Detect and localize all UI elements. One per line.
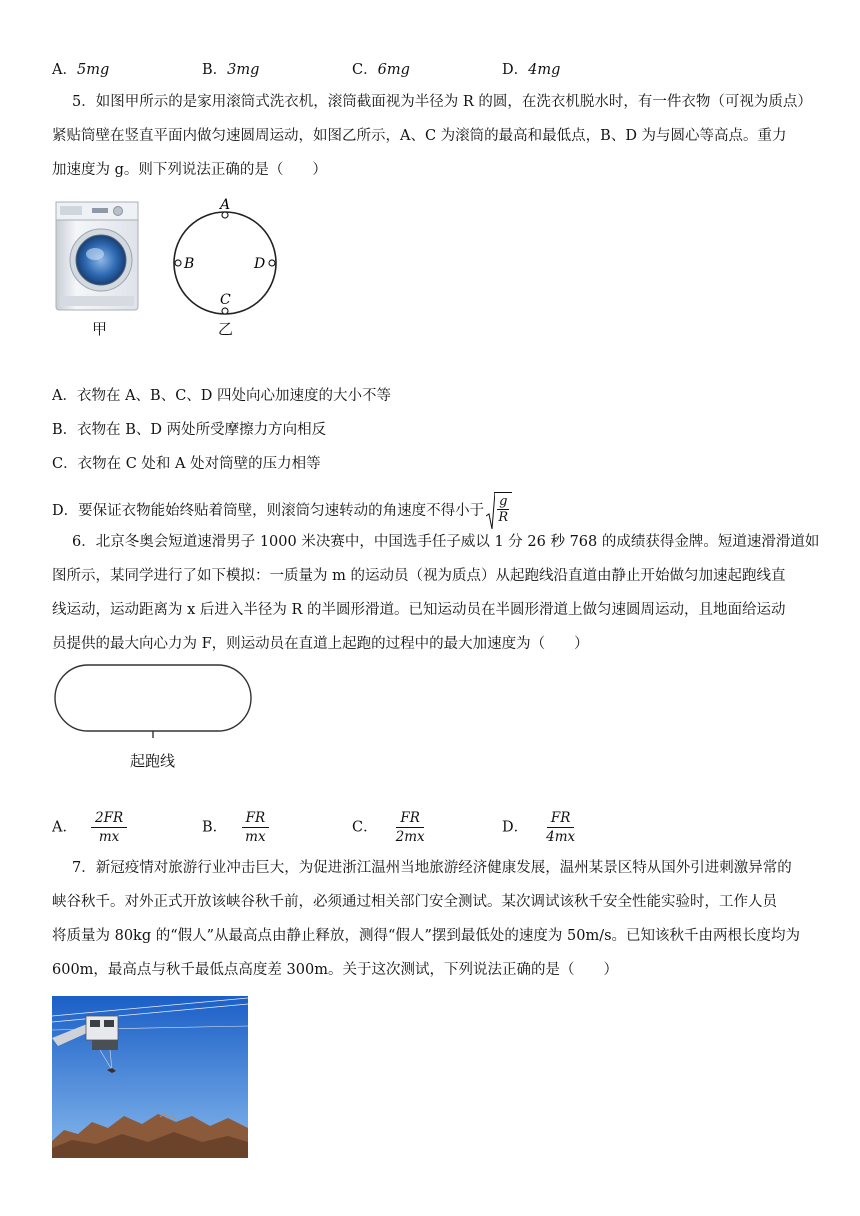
- point-b-marker: [175, 260, 181, 266]
- q6-option-d: D． $\frac{FR}{4mx}$: [502, 810, 576, 845]
- q5-option-c: C．衣物在 C 处和 A 处对筒壁的压力相等: [52, 456, 321, 472]
- q4-option-d: D．4mg: [502, 62, 561, 78]
- q5-stem-line-1: 5．如图甲所示的是家用滚筒式洗衣机，滚筒截面视为半径为 R 的圆，在洗衣机脱水时，有一件衣物（可视为质点）: [72, 94, 812, 110]
- figure-caption-jia: 甲: [92, 320, 108, 338]
- q4-option-a: A．5mg: [52, 62, 110, 78]
- q5-stem-line-2: 紧贴筒壁在竖直平面内做匀速圆周运动，如图乙所示，A、C 为滚筒的最高和最低点，B、D 为与圆心等高点。重力: [52, 128, 787, 144]
- washing-machine-image: [52, 200, 142, 312]
- point-c-marker: [222, 308, 228, 314]
- q6-stem-line-2: 图所示，某同学进行了如下模拟：一质量为 m 的运动员（视为质点）从起跑线沿直道由静止开始做匀加速起跑线直: [52, 568, 786, 584]
- q6-option-c: C． $\frac{FR}{2mx}$: [352, 810, 425, 845]
- q5-stem-line-3: 加速度为 g。则下列说法正确的是（ ）: [52, 162, 327, 178]
- start-line-caption: 起跑线: [130, 752, 176, 770]
- q5-option-b: B．衣物在 B、D 两处所受摩擦力方向相反: [52, 422, 327, 438]
- q4-option-c: C．6mg: [352, 62, 410, 78]
- q5-option-a: A．衣物在 A、B、C、D 四处向心加速度的大小不等: [52, 388, 392, 404]
- q7-stem-line-4: 600m，最高点与秋千最低点高度差 300m。关于这次测试，下列说法正确的是（ ）: [52, 962, 618, 978]
- sqrt-g-over-r: g R: [486, 492, 512, 530]
- q7-stem-line-2: 峡谷秋千。对外正式开放该峡谷秋千前，必须通过相关部门安全测试。某次调试该秋千安全性能实验时，工作人员: [52, 894, 777, 910]
- q6-option-a: A． $\frac{2FR}{mx}$: [52, 810, 127, 845]
- point-b-label: B: [184, 256, 195, 272]
- q7-stem-line-3: 将质量为 80kg 的“假人”从最高点由静止释放，测得“假人”摆到最低处的速度为 50m/s。已知该秋千由两根长度均为: [52, 928, 801, 944]
- q4-option-b: B．3mg: [202, 62, 260, 78]
- point-d-label: D: [254, 256, 266, 272]
- q6-stem-line-3: 线运动，运动距离为 x 后进入半径为 R 的半圆形滑道。已知运动员在半圆形滑道上做匀速圆周运动，且地面给运动: [52, 602, 786, 618]
- q5-option-d: [52, 492, 512, 530]
- q5-option-d-text: D．要保证衣物能始终贴着筒壁，则滚筒匀速转动的角速度不得小于: [52, 503, 485, 519]
- point-d-marker: [269, 260, 275, 266]
- canyon-swing-photo: [52, 996, 248, 1158]
- point-c-label: C: [220, 292, 231, 308]
- q6-option-b: B． $\frac{FR}{mx}$: [202, 810, 270, 845]
- q7-stem-line-1: 7．新冠疫情对旅游行业冲击巨大，为促进浙江温州当地旅游经济健康发展，温州某景区特从国外引进刺激异常的: [72, 860, 792, 876]
- point-a-label: A: [220, 197, 231, 213]
- figure-caption-yi: 乙: [218, 320, 234, 338]
- skating-track-diagram: [52, 662, 256, 738]
- q6-stem-line-1: 6．北京冬奥会短道速滑男子 1000 米决赛中，中国选手任子威以 1 分 26 秒 768 的成绩获得金牌。短道速滑滑道如: [72, 534, 820, 550]
- q6-stem-line-4: 员提供的最大向心力为 F，则运动员在直道上起跑的过程中的最大加速度为（ ）: [52, 636, 589, 652]
